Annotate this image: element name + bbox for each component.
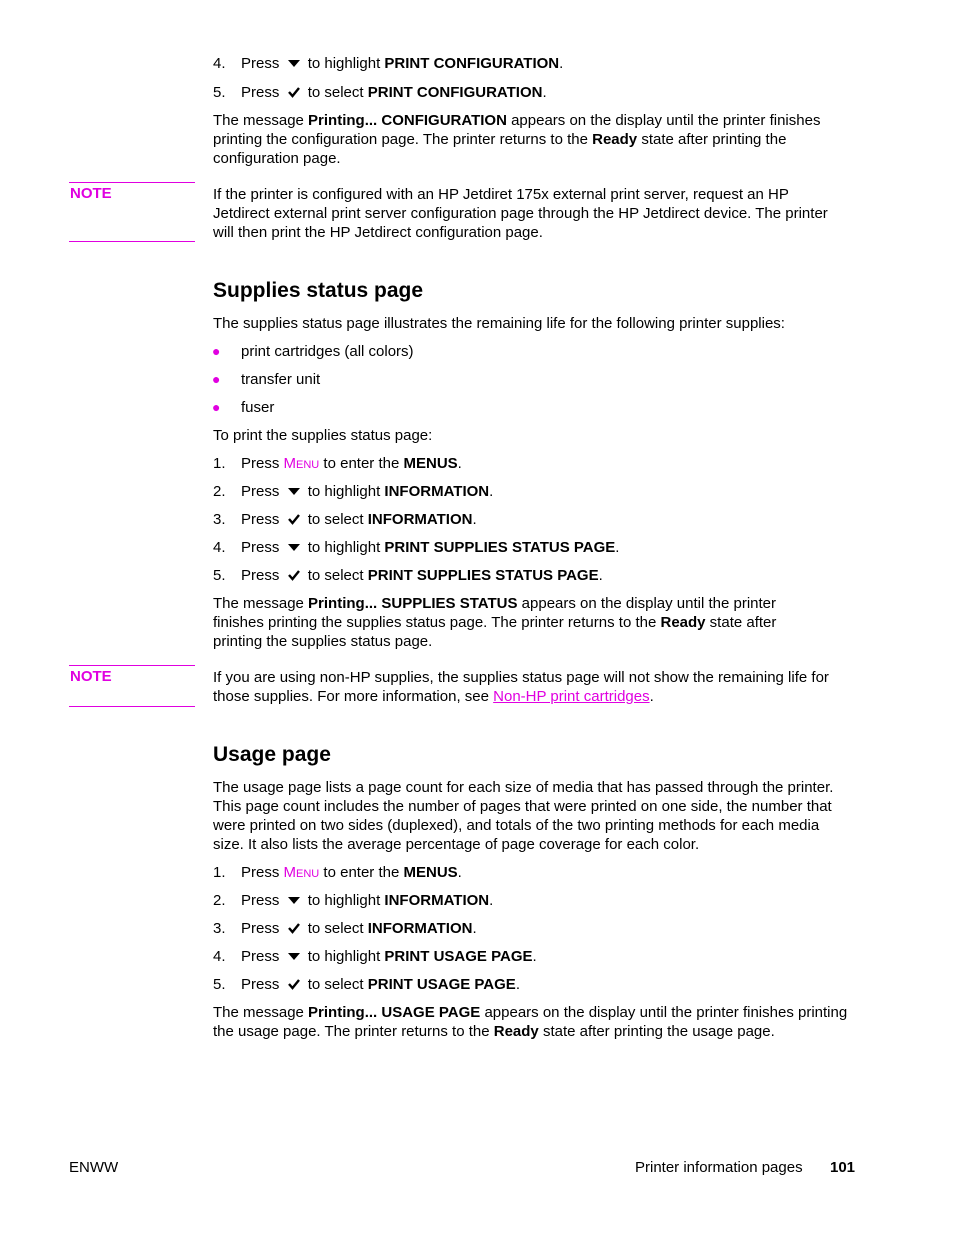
step-number: 1. xyxy=(213,864,226,881)
step-target: PRINT CONFIGURATION xyxy=(367,84,543,101)
menu-key: MENU xyxy=(283,864,320,881)
step-action: to select xyxy=(307,976,364,993)
footer-section-title: Printer information pages xyxy=(635,1159,803,1176)
step-target: MENUS xyxy=(403,455,458,472)
supplies-message-paragraph: The message Printing... SUPPLIES STATUS appears on the display until the printer finishes printing the supplies status page. The printer returns to the Ready state after printing the supplies status page. xyxy=(213,595,777,650)
note-top-rule xyxy=(69,182,195,183)
step-target: INFORMATION xyxy=(384,483,490,500)
step-target: PRINT CONFIGURATION xyxy=(384,55,560,72)
step-action: to highlight xyxy=(307,892,381,909)
step-press: Press xyxy=(241,892,280,909)
step-number: 1. xyxy=(213,455,226,472)
usage-step-5: Press to select PRINT USAGE PAGE. xyxy=(241,976,520,993)
down-arrow-icon xyxy=(287,894,301,906)
usage-step-4: Press to highlight PRINT USAGE PAGE. xyxy=(241,948,537,965)
step-number: 3. xyxy=(213,511,226,528)
step-number: 2. xyxy=(213,483,226,500)
step-press: Press xyxy=(241,483,280,500)
supplies-step-1: Press MENU to enter the MENUS. xyxy=(241,455,462,472)
step-press: Press xyxy=(241,948,280,965)
bullet-icon: ● xyxy=(212,371,221,387)
step-press: Press xyxy=(241,55,280,72)
step-target: PRINT SUPPLIES STATUS PAGE xyxy=(384,539,616,556)
step-press: Press xyxy=(241,539,280,556)
supplies-step-3: Press to select INFORMATION. xyxy=(241,511,477,528)
step-action: to highlight xyxy=(307,483,381,500)
checkmark-icon xyxy=(287,513,301,525)
step-action: to select xyxy=(307,84,364,101)
step-action: to enter the xyxy=(323,455,400,472)
step-number: 3. xyxy=(213,920,226,937)
checkmark-icon xyxy=(287,569,301,581)
step-press: Press xyxy=(241,920,280,937)
note-text: If you are using non-HP supplies, the supplies status page will not show the remaining life for those supplies. For more information, see Non-HP print cartridges. xyxy=(213,669,829,705)
step-press: Press xyxy=(241,455,280,472)
supplies-step-5: Press to select PRINT SUPPLIES STATUS PAGE. xyxy=(241,567,603,584)
usage-step-2: Press to highlight INFORMATION. xyxy=(241,892,494,909)
page-number: 101 xyxy=(830,1159,856,1176)
step-action: to highlight xyxy=(307,55,381,72)
step-action: to select xyxy=(307,511,364,528)
bullet-item: print cartridges (all colors) xyxy=(241,343,414,360)
step-number: 5. xyxy=(213,567,226,584)
step-action: to select xyxy=(307,920,364,937)
usage-step-1: Press MENU to enter the MENUS. xyxy=(241,864,462,881)
step-action: to highlight xyxy=(307,539,381,556)
note-bottom-rule xyxy=(69,241,195,242)
note-text: If the printer is configured with an HP Jetdiret 175x external print server, request an HP Jetdirect external print server configuration page through the HP Jetdirect device. The printer will then print the HP Jetdirect configuration page. xyxy=(213,186,828,241)
step-number: 2. xyxy=(213,892,226,909)
step-action: to enter the xyxy=(323,864,400,881)
down-arrow-icon xyxy=(287,950,301,962)
supplies-step-4: Press to highlight PRINT SUPPLIES STATUS PAGE. xyxy=(241,539,620,556)
step-target: INFORMATION xyxy=(384,892,490,909)
step-4-print-configuration: Press to highlight PRINT CONFIGURATION. xyxy=(241,55,564,72)
checkmark-icon xyxy=(287,86,301,98)
down-arrow-icon xyxy=(287,541,301,553)
bullet-item: fuser xyxy=(241,399,275,416)
section-heading-supplies: Supplies status page xyxy=(213,279,424,302)
configuration-message-paragraph: The message Printing... CONFIGURATION appears on the display until the printer finishes printing the configuration page. The printer returns to the Ready state after printing the configuration page. xyxy=(213,112,821,167)
step-target: INFORMATION xyxy=(367,920,473,937)
step-number: 5. xyxy=(213,976,226,993)
non-hp-print-cartridges-link[interactable]: Non-HP print cartridges xyxy=(493,688,650,705)
step-number: 4. xyxy=(213,948,226,965)
step-press: Press xyxy=(241,976,280,993)
checkmark-icon xyxy=(287,922,301,934)
note-label: NOTE xyxy=(70,668,112,685)
step-target: MENUS xyxy=(403,864,458,881)
step-action: to highlight xyxy=(307,948,381,965)
step-target: INFORMATION xyxy=(367,511,473,528)
bullet-item: transfer unit xyxy=(241,371,321,388)
note-bottom-rule xyxy=(69,706,195,707)
step-action: to select xyxy=(307,567,364,584)
step-press: Press xyxy=(241,567,280,584)
checkmark-icon xyxy=(287,978,301,990)
supplies-lead: To print the supplies status page: xyxy=(213,427,433,444)
step-press: Press xyxy=(241,864,280,881)
usage-step-3: Press to select INFORMATION. xyxy=(241,920,477,937)
step-target: PRINT SUPPLIES STATUS PAGE xyxy=(367,567,599,584)
supplies-intro: The supplies status page illustrates the remaining life for the following printer supplies: xyxy=(213,315,785,332)
step-target: PRINT USAGE PAGE xyxy=(384,948,533,965)
note-top-rule xyxy=(69,665,195,666)
step-target: PRINT USAGE PAGE xyxy=(367,976,516,993)
usage-intro: The usage page lists a page count for each size of media that has passed through the printer. This page count includes the number of pages that were printed on one side, the number that were printed on two sides (duplexed), and totals of the two printing methods for each media size. It also lists the average percentage of page coverage for each color. xyxy=(213,779,834,853)
step-press: Press xyxy=(241,511,280,528)
down-arrow-icon xyxy=(287,485,301,497)
step-press: Press xyxy=(241,84,280,101)
bullet-icon: ● xyxy=(212,399,221,415)
supplies-step-2: Press to highlight INFORMATION. xyxy=(241,483,494,500)
step-5-print-configuration: Press to select PRINT CONFIGURATION. xyxy=(241,84,547,101)
step-number: 4. xyxy=(213,55,226,72)
bullet-icon: ● xyxy=(212,343,221,359)
step-number: 5. xyxy=(213,84,226,101)
down-arrow-icon xyxy=(287,57,301,69)
section-heading-usage: Usage page xyxy=(213,743,331,766)
usage-message-paragraph: The message Printing... USAGE PAGE appears on the display until the printer finishes printing the usage page. The printer returns to the Ready state after printing the usage page. xyxy=(213,1004,848,1040)
step-number: 4. xyxy=(213,539,226,556)
note-label: NOTE xyxy=(70,185,112,202)
menu-key: MENU xyxy=(283,455,320,472)
footer-left: ENWW xyxy=(69,1159,119,1176)
